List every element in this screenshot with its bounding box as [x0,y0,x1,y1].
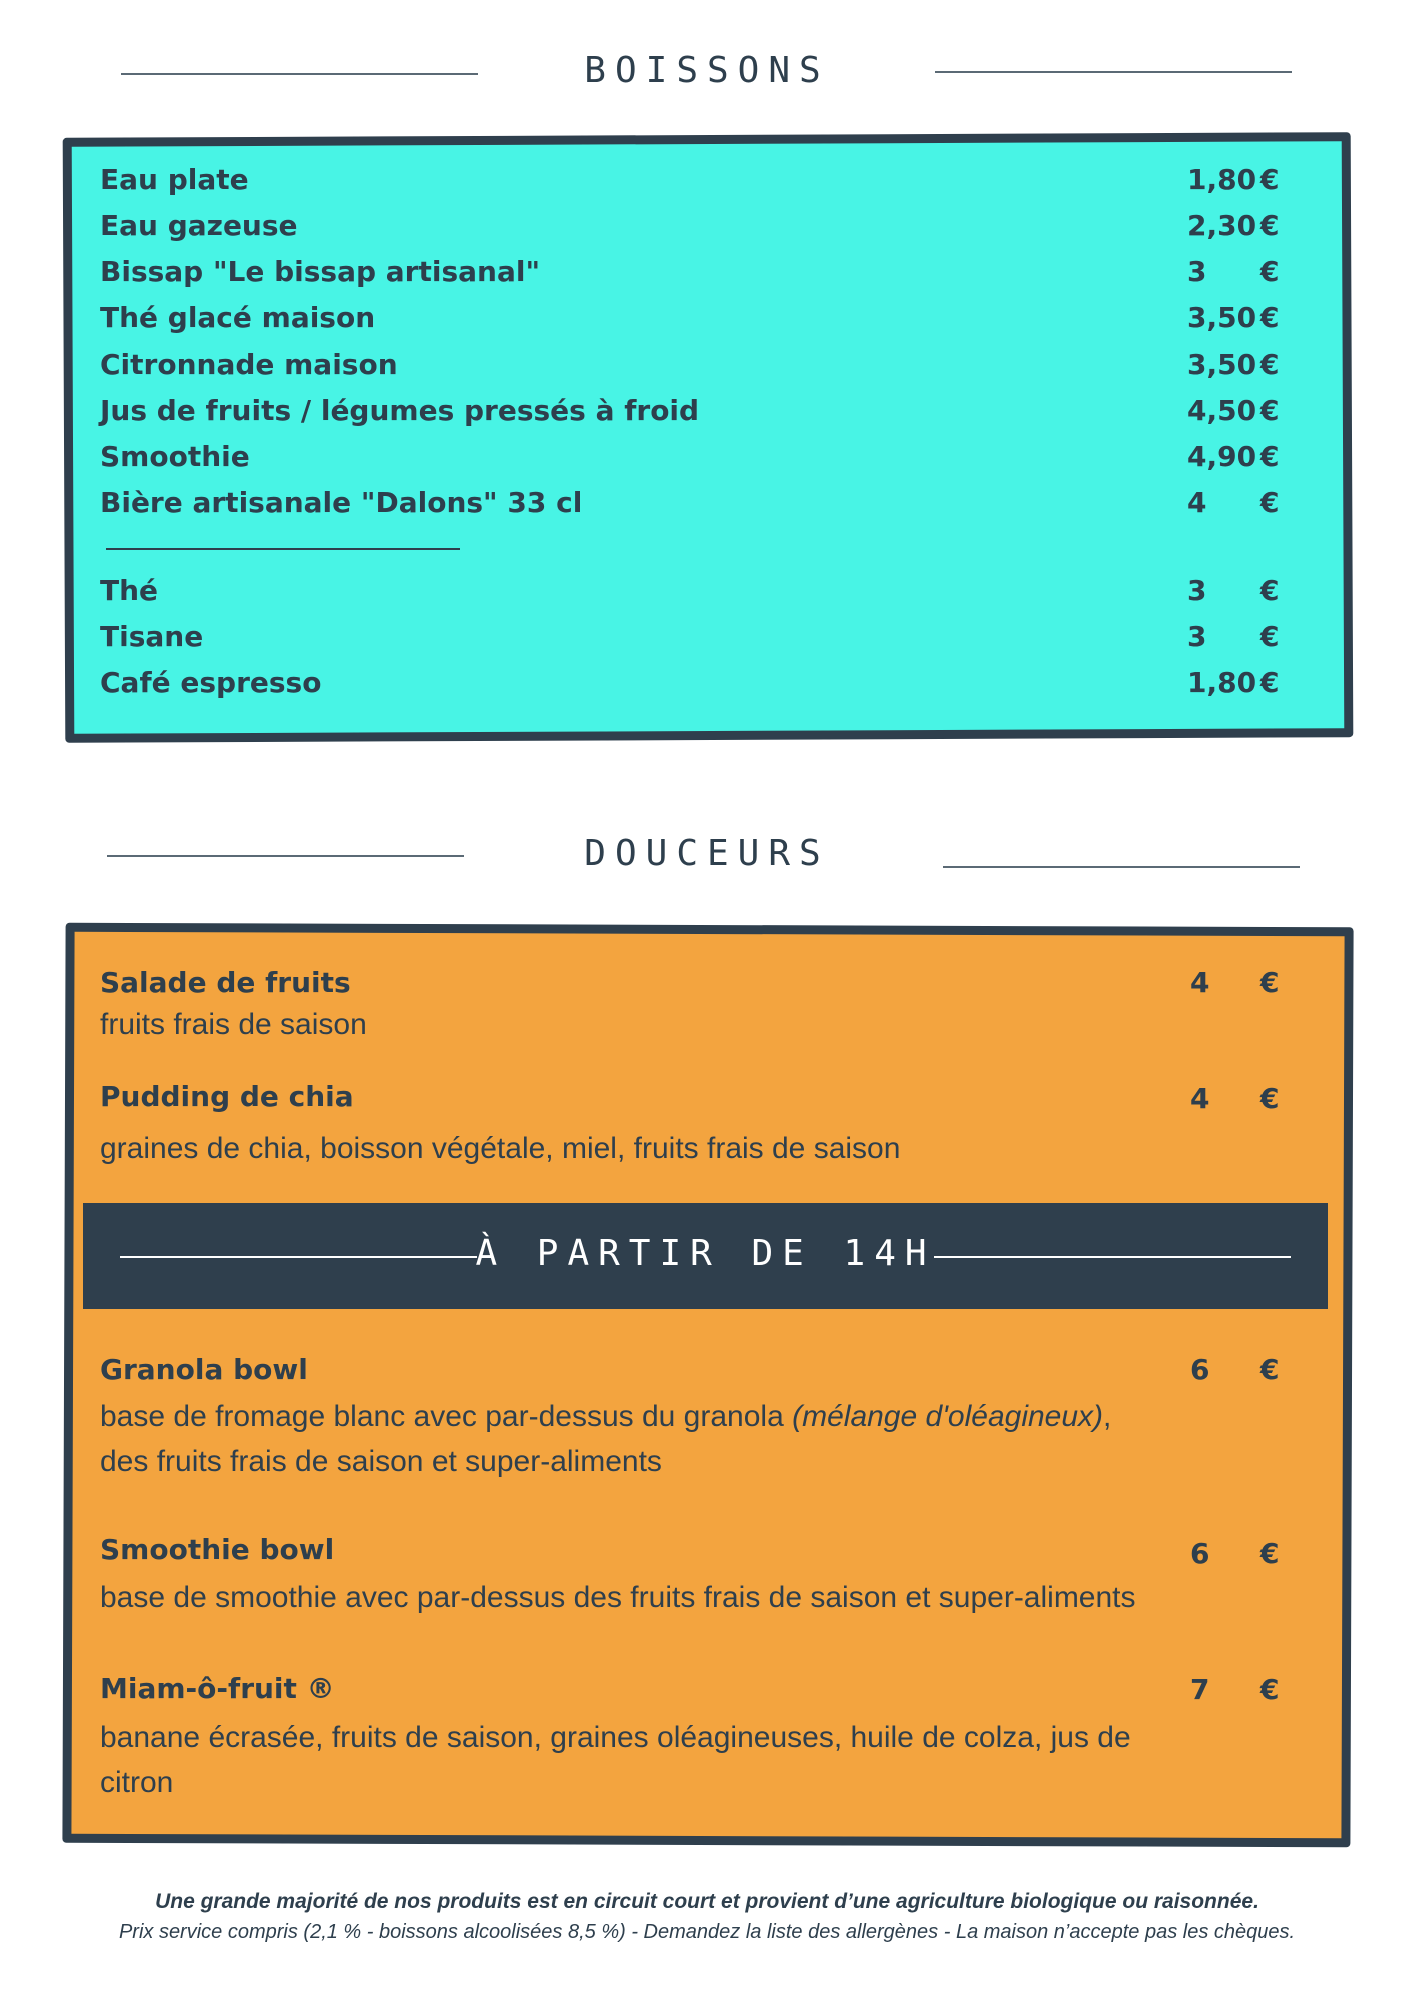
sweet-name: Salade de fruits [100,966,351,999]
drink-row [100,574,1290,620]
sweet-price: 4 [1190,966,1210,999]
sweet-price: 4 [1190,1082,1210,1115]
sweet-price: 7 [1190,1673,1210,1706]
footer-legal-note: Prix service compris (2,1 % - boissons alcoolisées 8,5 %) - Demandez la liste des allergènes - La maison n’accepte pas les chèques. [118,1921,1296,1943]
douceurs-title: DOUCEURS [584,833,830,874]
drink-name: Tisane [100,620,204,653]
sweet-name: Miam-ô-fruit ® [100,1672,335,1705]
drink-price: 3 [1187,620,1207,653]
euro-sign: € [1260,255,1280,288]
drink-name: Thé glacé maison [100,301,376,334]
drink-price: 3 [1187,574,1207,607]
sweet-name: Smoothie bowl [100,1533,335,1566]
drinks-divider [106,548,460,550]
boissons-title: BOISSONS [584,50,830,91]
euro-sign: € [1260,1537,1280,1570]
drink-price: 3,50 [1187,301,1257,334]
sweet-price: 6 [1190,1537,1210,1570]
drink-row [100,255,1290,301]
drink-name: Eau gazeuse [100,209,298,242]
euro-sign: € [1260,348,1280,381]
sweet-description: banane écrasée, fruits de saison, graines oléagineuses, huile de colza, jus de citron [100,1721,1131,1799]
euro-sign: € [1260,1353,1280,1386]
euro-sign: € [1260,666,1280,699]
drink-row [100,620,1290,666]
drink-name: Thé [100,574,159,607]
euro-sign: € [1260,394,1280,427]
euro-sign: € [1260,966,1280,999]
sweet-description: graines de chia, boisson végétale, miel, fruits frais de saison [100,1132,901,1165]
sweet-description [100,1394,1160,1484]
euro-sign: € [1260,1082,1280,1115]
euro-sign: € [1260,574,1280,607]
drink-row [100,394,1290,440]
euro-sign: € [1260,486,1280,519]
description-text: base de fromage blanc avec par-dessus du granola [100,1400,793,1433]
euro-sign: € [1260,620,1280,653]
douceurs-rule-right [943,866,1300,868]
description-italic: (mélange d'oléagineux) [792,1400,1104,1433]
sweet-description: fruits frais de saison [100,1008,367,1041]
drink-price: 1,80 [1187,666,1257,699]
sweet-name: Granola bowl [100,1353,308,1386]
sweet-description: base de smoothie avec par-dessus des fruits frais de saison et super-aliments [100,1581,1136,1614]
afternoon-banner [83,1203,1328,1309]
euro-sign: € [1260,1673,1280,1706]
drink-row [100,348,1290,394]
drink-row [100,486,1290,532]
drink-name: Bière artisanale "Dalons" 33 cl [100,486,583,519]
description-text: , des fruits frais de saison et super-aliments [100,1400,1112,1478]
sweet-price: 6 [1190,1353,1210,1386]
footer-sourcing-note: Une grande majorité de nos produits est en circuit court et provient d’une agriculture biologique ou raisonnée. [155,1890,1259,1913]
drink-price: 4 [1187,486,1207,519]
drink-row [100,666,1290,712]
drink-name: Jus de fruits / légumes pressés à froid [100,394,700,427]
drink-price: 3,50 [1187,348,1257,381]
drink-name: Café espresso [100,666,322,699]
drink-price: 4,90 [1187,440,1257,473]
drink-row [100,440,1290,486]
drink-price: 4,50 [1187,394,1257,427]
banner-rule-right [934,1256,1291,1258]
drink-name: Smoothie [100,440,250,473]
drink-price: 1,80 [1187,163,1257,196]
drink-name: Bissap "Le bissap artisanal" [100,255,541,288]
boissons-rule-right [935,71,1292,73]
drink-price: 2,30 [1187,209,1257,242]
drink-row [100,209,1290,255]
drink-name: Eau plate [100,163,249,196]
euro-sign: € [1260,301,1280,334]
drink-price: 3 [1187,255,1207,288]
drink-name: Citronnade maison [100,348,398,381]
drink-row [100,163,1290,209]
euro-sign: € [1260,440,1280,473]
sweet-name: Pudding de chia [100,1080,354,1113]
euro-sign: € [1260,209,1280,242]
euro-sign: € [1260,163,1280,196]
drink-row [100,301,1290,347]
afternoon-title: À PARTIR DE 14H [475,1233,936,1274]
